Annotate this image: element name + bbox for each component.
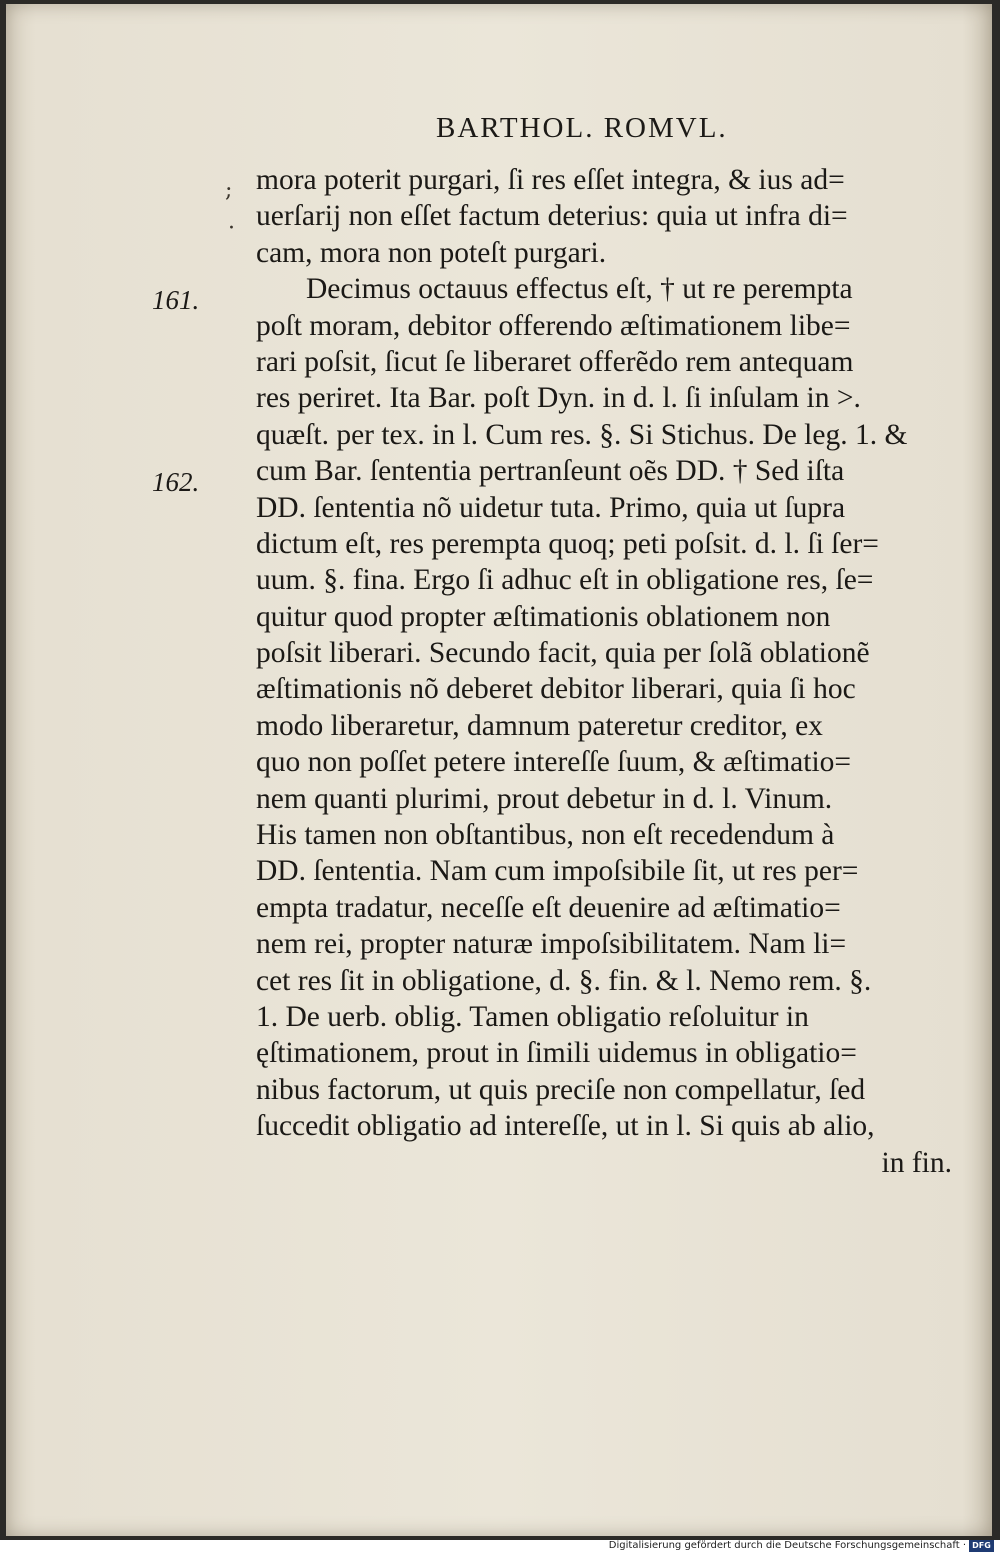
- text-line: nibus factorum, ut quis preciſe non compellatur, ſed: [256, 1073, 866, 1106]
- text-line: rari poſsit, ſicut ſe liberaret offerẽdo rem antequam: [256, 345, 854, 378]
- text-line: poſt moram, debitor offerendo æſtimationem libe=: [256, 309, 851, 342]
- text-line: ęſtimationem, prout in ſimili uidemus in obligatio=: [256, 1037, 857, 1070]
- text-line: ſuccedit obligatio ad intereſſe, ut in l. Si quis ab alio,: [256, 1110, 875, 1143]
- text-line: cet res ſit in obligatione, d. §. fin. & l. Nemo rem. §.: [256, 964, 872, 997]
- text-line-paragraph-start: Decimus octauus effectus eſt, † ut re perempta: [306, 273, 853, 306]
- main-text: [256, 162, 956, 1181]
- text-line: æſtimationis nõ deberet debitor liberari, quia ſi hoc: [256, 673, 856, 706]
- margin-mark: ·: [228, 216, 235, 241]
- dfg-logo: DFG: [969, 1540, 994, 1552]
- margin-note-162: 162.: [152, 467, 200, 497]
- text-line: nem rei, propter naturæ impoſsibilitatem. Nam li=: [256, 928, 847, 961]
- text-line: nem quanti plurimi, prout debetur in d. l. Vinum.: [256, 782, 833, 815]
- footer-bar: [0, 1540, 1000, 1553]
- text-line: res periret. Ita Bar. poſt Dyn. in d. l. ſi inſulam in >.: [256, 382, 861, 415]
- text-line: DD. ſententia. Nam cum impoſsibile ſit, ut res per=: [256, 855, 859, 888]
- text-line: cam, mora non poteſt purgari.: [256, 236, 607, 269]
- text-line: modo liberaretur, damnum pateretur creditor, ex: [256, 709, 823, 742]
- text-line: 1. De uerb. oblig. Tamen obligatio reſoluitur in: [256, 1000, 809, 1033]
- text-line: quitur quod propter æſtimationis oblationem non: [256, 600, 831, 633]
- text-line: His tamen non obſtantibus, non eſt recedendum à: [256, 819, 835, 852]
- text-line: uum. §. fina. Ergo ſi adhuc eſt in obligatione res, ſe=: [256, 564, 874, 597]
- text-line: cum Bar. ſententia pertranſeunt oẽs DD. † Sed iſta: [256, 455, 845, 488]
- text-line: mora poterit purgari, ſi res eſſet integra, & ius ad=: [256, 164, 845, 196]
- margin-mark: ;: [225, 178, 233, 203]
- text-line: uerſarij non eſſet factum deterius: quia ut infra di=: [256, 200, 848, 233]
- running-head: BARTHOL. ROMVL.: [436, 112, 728, 144]
- text-line: empta tradatur, neceſſe eſt deuenire ad æſtimatio=: [256, 891, 841, 924]
- text-line: quo non poſſet petere intereſſe ſuum, & æſtimatio=: [256, 746, 852, 779]
- text-line: dictum eſt, res perempta quoq; peti poſsit. d. l. ſi ſer=: [256, 527, 879, 560]
- text-line: poſsit liberari. Secundo facit, quia per ſolã oblationẽ: [256, 637, 870, 670]
- text-line: DD. ſententia nõ uidetur tuta. Primo, quia ut ſupra: [256, 491, 846, 524]
- funding-credit: Digitalisierung gefördert durch die Deutsche Forschungsgemeinschaft ·: [608, 1540, 966, 1551]
- text-line: quæſt. per tex. in l. Cum res. §. Si Stichus. De leg. 1. &: [256, 418, 908, 451]
- catchword: in fin.: [881, 1146, 952, 1179]
- margin-note-161: 161.: [152, 285, 200, 315]
